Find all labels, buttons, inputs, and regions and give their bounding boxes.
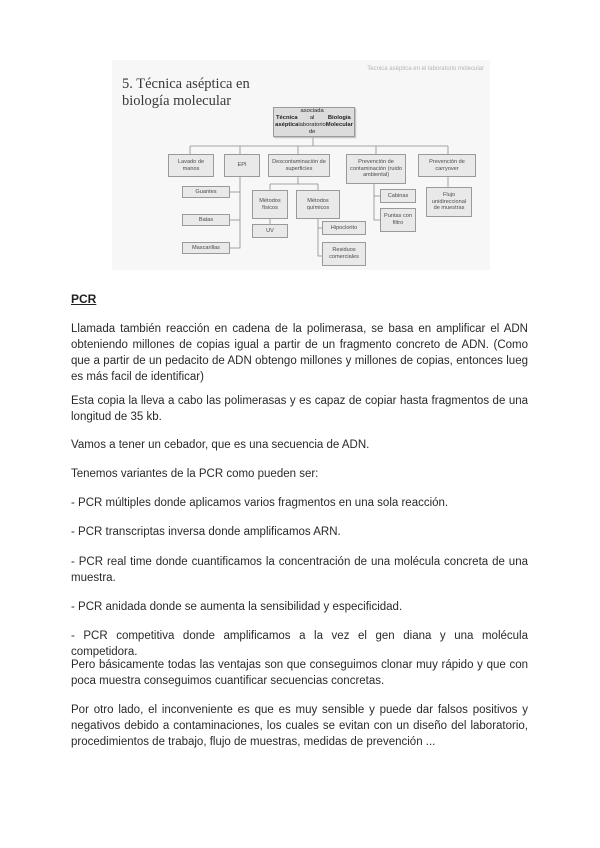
list-item-pcr-multiples: - PCR múltiples donde aplicamos varios fragmentos en una sola reacción. xyxy=(71,497,449,509)
node-descontaminacion: Descontaminación de superficies xyxy=(268,154,330,177)
concept-map-figure xyxy=(112,60,490,270)
node-uv: UV xyxy=(252,224,288,238)
paragraph-polimerasas: Esta copia la lleva a cabo las polimerasas y es capaz de copiar hasta fragmentos de una longitud de 35 kb. xyxy=(71,395,528,423)
node-metodos-quimicos: Métodos químicos xyxy=(296,190,340,219)
node-lavado-manos: Lavado de manos xyxy=(168,154,214,177)
node-carryover: Prevención de carryover xyxy=(418,154,476,177)
list-item-pcr-transcriptasa: - PCR transcriptas inversa donde amplificamos ARN. xyxy=(71,526,341,538)
node-flujo-unidireccional: Flujo unidireccional de muestras xyxy=(426,187,472,217)
paragraph-inconvenientes: Por otro lado, el inconveniente es que es muy sensible y puede dar falsos positivos y negativos debido a contaminaciones, los cuales se evitan con un diseño del laboratorio, procedimientos de trabajo, flujo de muestras, medidas de prevención ... xyxy=(71,704,528,748)
node-guantes: Guantes xyxy=(182,186,230,198)
node-mascarillas: Mascarillas xyxy=(182,242,230,254)
root-line-1: Técnica aséptica xyxy=(275,115,299,128)
figure-header-text: Tecnica aséptica en el laboratorio molecular xyxy=(367,66,484,72)
node-batas: Batas xyxy=(182,214,230,226)
node-hipoclorito: Hipoclorito xyxy=(322,221,366,235)
paragraph-cebador: Vamos a tener un cebador, que es una secuencia de ADN. xyxy=(71,439,370,451)
node-metodos-fisicos: Métodos físicos xyxy=(252,190,288,219)
node-prevencion-contaminacion: Prevención de contaminación (ruido ambiental) xyxy=(346,154,406,184)
root-node xyxy=(273,107,355,137)
paragraph-ventajas: Pero básicamente todas las ventajas son que conseguimos clonar muy rápido y que con poca muestra conseguimos cuantificar secuencias concretas. xyxy=(71,659,528,687)
paragraph-definition: Llamada también reacción en cadena de la polimerasa, se basa en amplificar el ADN obteniendo millones de copias igual a partir de un fragmento concreto de ADN. (Como que a partir de un pedacito de ADN obtengo millones y millones de copias, entonces lueg es más facil de identificar) xyxy=(71,323,528,383)
node-epi: EPI xyxy=(224,154,260,177)
list-item-pcr-competitiva: - PCR competitiva donde amplificamos a la vez el gen diana y una molécula competidora. xyxy=(71,630,528,658)
list-item-pcr-anidada: - PCR anidada donde se aumenta la sensibilidad y especificidad. xyxy=(71,601,403,613)
figure-title-line-2: biología molecular xyxy=(122,93,232,109)
root-line-3: Biología Molecular xyxy=(325,115,353,128)
node-cabinas: Cabinas xyxy=(380,189,416,203)
figure-title-line-1: 5. Técnica aséptica en xyxy=(122,76,250,92)
paragraph-variantes-intro: Tenemos variantes de la PCR como pueden ser: xyxy=(71,468,319,480)
node-puntas-filtro: Puntas con filtro xyxy=(380,208,416,232)
node-residuos-comerciales: Residuos comerciales xyxy=(322,242,366,266)
section-heading-pcr: PCR xyxy=(71,292,97,306)
list-item-pcr-real-time: - PCR real time donde cuantificamos la concentración de una molécula concreta de una muestra. xyxy=(71,556,528,584)
root-line-2: asociada al laboratorio de xyxy=(298,108,326,135)
